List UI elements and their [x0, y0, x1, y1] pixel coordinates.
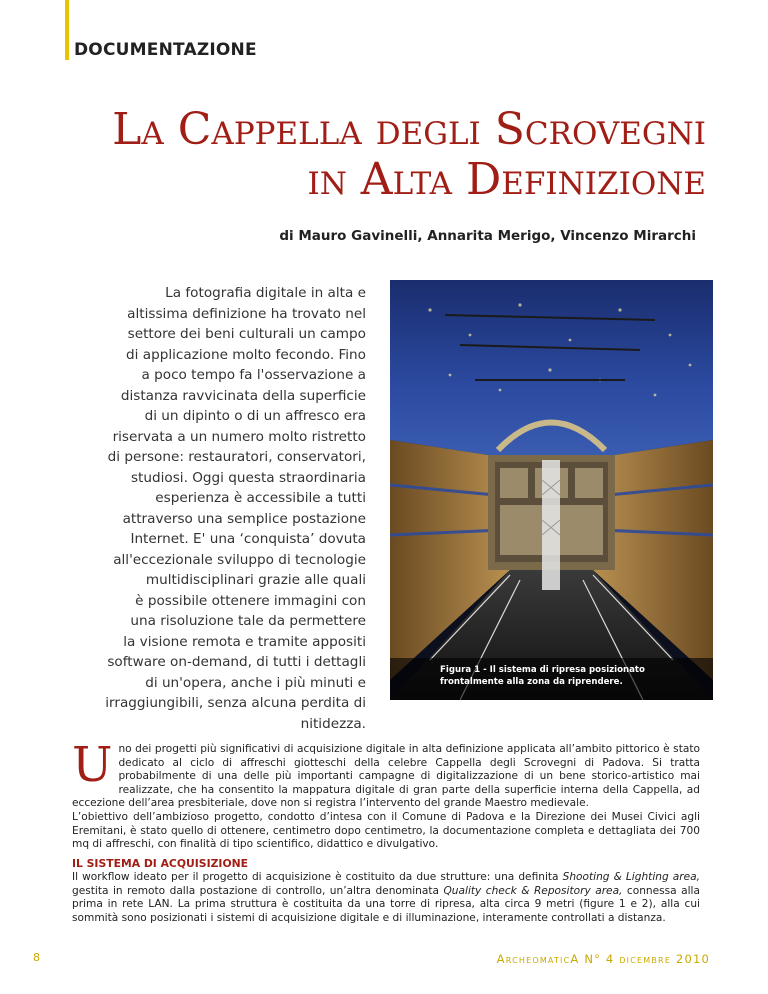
drop-cap: U: [72, 737, 113, 793]
intro-line: software on-demand, di tutti i dettagli: [107, 654, 366, 670]
intro-line: altissima definizione ha trovato nel: [127, 305, 366, 322]
intro-line: di un dipinto o di un affresco era: [144, 408, 366, 424]
chapel-photo: [390, 280, 713, 700]
italic-term: Quality check & Repository area,: [443, 884, 623, 897]
text-run: gestita in remoto dalla postazione di controllo, un’altra denominata: [72, 884, 444, 897]
intro-line: nitidezza.: [300, 715, 366, 732]
intro-abstract: [100, 283, 366, 734]
accent-bar: [65, 0, 69, 60]
title-line-2: in Alta Definizione: [307, 154, 706, 205]
intro-line: irraggiungibili, senza alcuna perdita di: [105, 695, 366, 711]
body-paragraph-block: [72, 737, 700, 852]
caption-line: Figura 1 - Il sistema di ripresa posizionato: [440, 665, 645, 675]
paragraph-3: [72, 871, 700, 925]
page-number: 8: [33, 951, 40, 964]
intro-line: di un'opera, anche i più minuti e: [145, 674, 366, 691]
intro-line: settore dei beni culturali un campo: [127, 326, 366, 342]
text-run: Il workflow ideato per il progetto di acquisizione è costituito da due strutture: una definita: [72, 871, 563, 883]
intro-line: esperienza è accessibile a tutti: [155, 490, 366, 506]
intro-line: attraverso una semplice postazione: [122, 510, 366, 527]
intro-line: multidisciplinari grazie alle quali: [145, 572, 366, 588]
intro-line: all'eccezionale sviluppo di tecnologie: [113, 551, 366, 568]
intro-line: distanza ravvicinata della superficie: [120, 387, 366, 404]
authors-byline: di Mauro Gavinelli, Annarita Merigo, Vincenzo Mirarchi: [279, 228, 696, 244]
intro-line: studiosi. Oggi questa straordinaria: [130, 469, 366, 486]
intro-line: una risoluzione tale da permettere: [130, 613, 366, 629]
section-label: DOCUMENTAZIONE: [74, 40, 257, 60]
magazine-footer: ArcheomaticA N° 4 dicembre 2010: [496, 952, 710, 966]
intro-line: di persone: restauratori, conservatori,: [107, 449, 366, 465]
intro-line: è possibile ottenere immagini con: [135, 592, 366, 609]
paragraph-2: L’obiettivo dell’ambizioso progetto, condotto d’intesa con il Comune di Padova e la Direzione dei Musei Civici agli Eremitani, è stato quello di ottenere, centimetro dopo centimetro, la documentazione completa e dettagliata dei 700 mq di affreschi, con finalità di tipo scientifico, didattico e divulgativo.: [72, 810, 700, 851]
intro-line: riservata a un numero molto ristretto: [112, 428, 366, 445]
intro-line: La fotografia digitale in alta e: [165, 285, 366, 301]
caption-line: frontalmente alla zona da riprendere.: [440, 677, 623, 687]
figure-caption: [440, 664, 702, 688]
intro-line: Internet. E' una ‘conquista’ dovuta: [130, 531, 366, 547]
text-run: connessa alla prima in rete LAN. La prima struttura è costituita da una torre di ripresa, alta circa 9 metri (figure 1 e 2), alla cui sommità sono posizionati i sistemi di acquisizione digitale e di illuminazione, interamente controllati a distanza.: [72, 884, 700, 924]
intro-line: a poco tempo fa l'osservazione a: [141, 367, 366, 383]
intro-line: di applicazione molto fecondo. Fino: [126, 346, 366, 363]
italic-term: Shooting & Lighting area,: [562, 871, 700, 883]
paragraph-1: no dei progetti più significativi di acquisizione digitale in alta definizione applicata all’ambito pittorico è stato dedicato al ciclo di affreschi giotteschi della celebre Cappella degli Scrovegni di Padova. Si tratta probabilmente di una delle più importanti campagne di digitalizzazione di un bene storico-artistico mai realizzate, che ha consentito la mappatura digitale di gran parte della superficie interna della Cappella, ad eccezione dell’area presbiteriale, dove non si registra l’intervento del grande Maestro medievale.: [72, 743, 700, 810]
section-subheading: IL SISTEMA DI ACQUISIZIONE: [72, 857, 249, 870]
intro-line: la visione remota e tramite appositi: [123, 633, 366, 650]
title-line-1: La Cappella degli Scrovegni: [112, 104, 706, 155]
